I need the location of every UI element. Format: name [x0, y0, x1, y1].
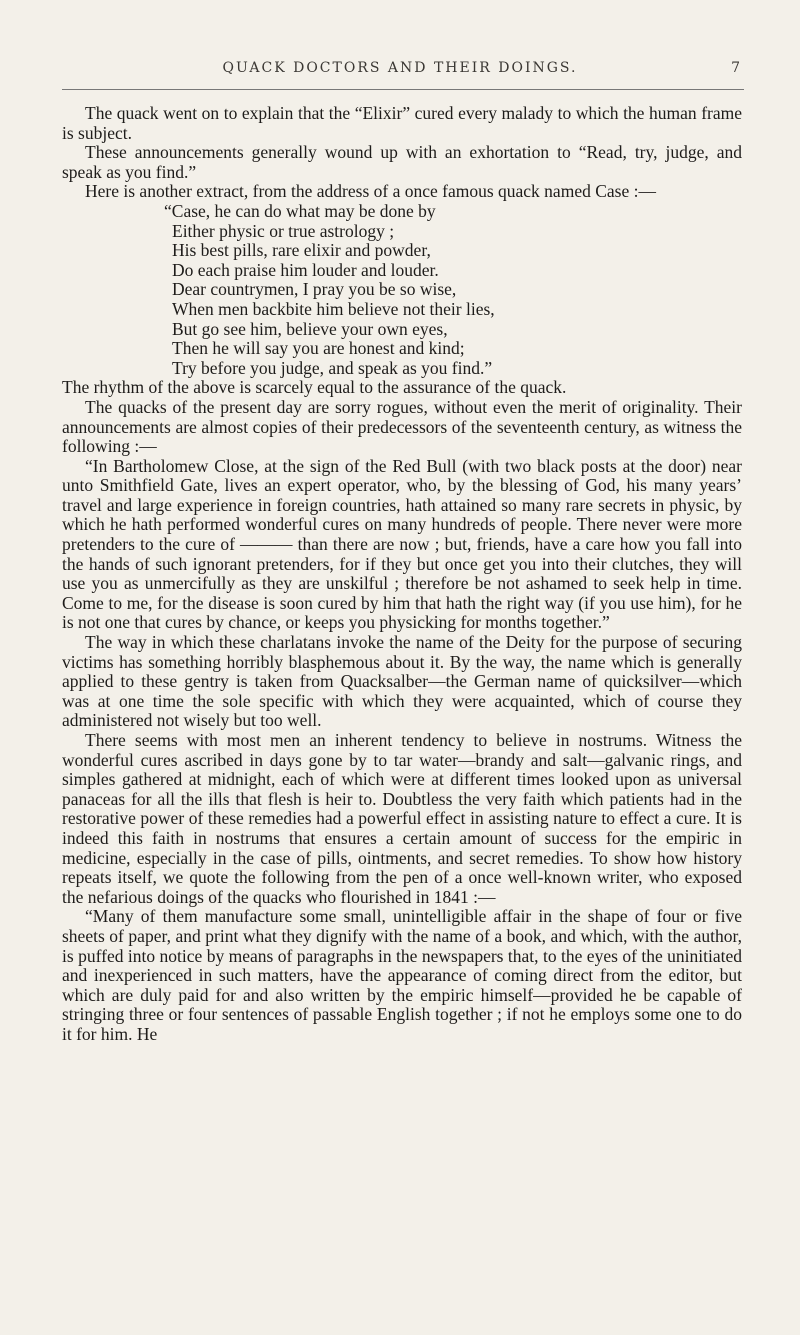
paragraph: Here is another extract, from the address of a once famous quack named Case :— — [85, 181, 656, 202]
verse-line: Either physic or true astrology ; — [172, 220, 395, 241]
paragraph: These announcements generally wound up with an exhortation to “Read, try, judge, and speak as you find.” — [62, 142, 742, 182]
paragraph: The rhythm of the above is scarcely equal to the assurance of the quack. — [62, 377, 567, 398]
verse-line: But go see him, believe your own eyes, — [172, 318, 448, 339]
verse-line: When men backbite him believe not their lies, — [172, 298, 495, 319]
paragraph: The quack went on to explain that the “Elixir” cured every malady to which the human frame is subject. — [62, 103, 742, 143]
verse-line: Then he will say you are honest and kind; — [172, 338, 465, 359]
quoted-advertisement: “In Bartholomew Close, at the sign of the Red Bull (with two black posts at the door) near unto Smithfield Gate, lives an expert operator, who, by the blessing of God, his many years’ travel and large experience in foreign countries, hath attained so many rare secrets in physic, by which he hath performed wonderful cures on many hundreds of people. There never were more pretenders to the cure of ——— than there are now ; but, friends, have a care how you fall into the hands of such ignorant pretenders, for if they but once get you into their clutches, they will use you as unmercifully as they are unskilful ; therefore be not ashamed to seek help in time. Come to me, for the disease is soon cured by him that hath the right way (if you use him), for he is not one that cures by chance, or keeps you physicking for months together.” — [62, 455, 742, 633]
paragraph: The quacks of the present day are sorry rogues, without even the merit of originality. Their announcements are almost copies of their predecessors of the seventeenth century, as witness the following :— — [62, 396, 742, 457]
running-title: QUACK DOCTORS AND THEIR DOINGS. — [222, 60, 578, 76]
header-rule — [62, 89, 744, 90]
verse-line: Do each praise him louder and louder. — [172, 259, 439, 280]
verse-quotation — [164, 200, 742, 378]
page-number: 7 — [731, 60, 740, 76]
paragraph: There seems with most men an inherent tendency to believe in nostrums. Witness the wonderful cures ascribed in days gone by to tar water—brandy and salt—galvanic rings, and simples gathered at midnight, each of which were at different times looked upon as universal panaceas for all the ills that flesh is heir to. Doubtless the very faith which patients had in the restorative power of these remedies had a powerful effect in assisting nature to effect a cure. It is indeed this faith in nostrums that ensures a certain amount of success for the empiric in medicine, especially in the case of pills, ointments, and secret remedies. To show how history repeats itself, we quote the following from the pen of a once well-known writer, who exposed the nefarious doings of the quacks who flourished in 1841 :— — [62, 730, 742, 907]
verse-line: Dear countrymen, I pray you be so wise, — [172, 279, 457, 300]
body-text — [62, 104, 742, 1045]
verse-line: Try before you judge, and speak as you find.” — [172, 357, 493, 378]
running-head — [60, 60, 740, 82]
paragraph: The way in which these charlatans invoke the name of the Deity for the purpose of securing victims has something horribly blasphemous about it. By the way, the name which is generally applied to these gentry is taken from Quacksalber—the German name of quicksilver—which was at one time the sole specific with which they were acquainted, which of course they administered not wisely but too well. — [62, 632, 742, 731]
verse-line: His best pills, rare elixir and powder, — [172, 240, 431, 261]
quoted-extract: “Many of them manufacture some small, unintelligible affair in the shape of four or five sheets of paper, and print what they dignify with the name of a book, and which, with the author, is puffed into notice by means of paragraphs in the newspapers that, to the eyes of the uninitiated and inexperienced in such matters, have the appearance of coming direct from the editor, but which are duly paid for and also written by the empiric himself—provided he be capable of stringing three or four sentences of passable English together ; if not he employs some one to do it for him. He — [62, 906, 742, 1044]
verse-line: “Case, he can do what may be done by — [164, 200, 436, 221]
